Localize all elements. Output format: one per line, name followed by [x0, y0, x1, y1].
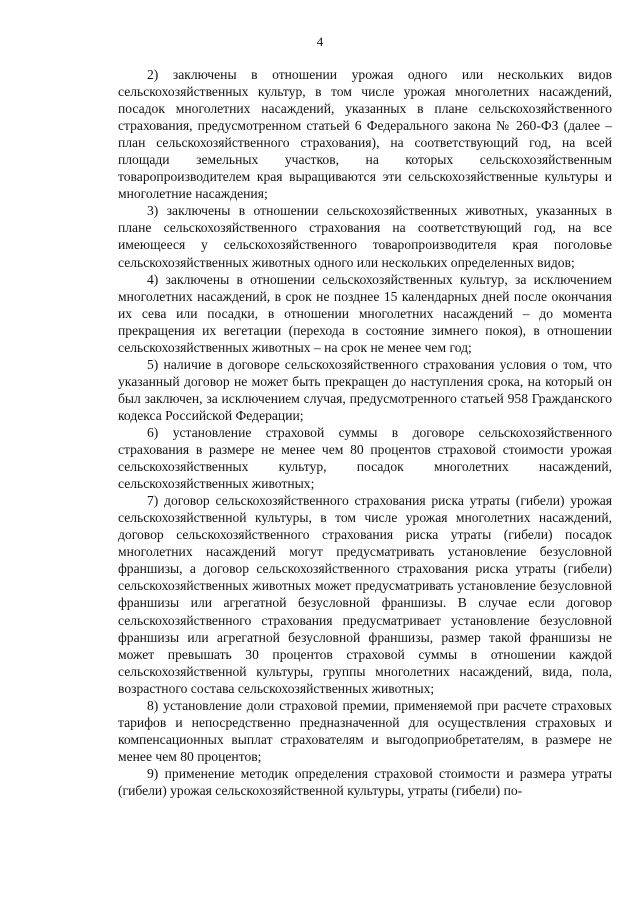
paragraph-item-5: 5) наличие в договоре сельскохозяйственного страхования условия о том, что указанный договор не может быть прекращен до наступления срока, на который он был заключен, за исключением случая, предусмотренного статьей 958 Гражданского кодекса Российской Федерации;: [118, 356, 612, 423]
paragraph-item-2: 2) заключены в отношении урожая одного или нескольких видов сельскохозяйственных культур, в том числе урожая многолетних насаждений, посадок многолетних насаждений, указанных в плане сельскохозяйственного страхования, предусмотренном статьей 6 Федерального закона № 260-ФЗ (далее – план сельскохозяйственного страхования), на соответствующий год, на всей площади земельных участков, на которых сельскохозяйственным товаропроизводителем края выращиваются эти сельскохозяйственные культуры и многолетние насаждения;: [118, 67, 612, 202]
paragraph-item-3: 3) заключены в отношении сельскохозяйственных животных, указанных в плане сельскохозяйственного страхования на соответствующий год, на все имеющееся у сельскохозяйственного товаропроизводителя края поголовье сельскохозяйственных животных одного или нескольких определенных видов;: [118, 203, 612, 270]
paragraph-item-6: 6) установление страховой суммы в договоре сельскохозяйственного страхования в размере не менее чем 80 процентов страховой стоимости урожая сельскохозяйственных культур, посадок многолетних насаждений, сельскохозяйственных животных;: [118, 424, 612, 492]
paragraph-item-9: 9) применение методик определения страховой стоимости и размера утраты (гибели) урожая сельскохозяйственной культуры, утраты (гибели) по-: [118, 765, 612, 798]
paragraph-item-7: 7) договор сельскохозяйственного страхования риска утраты (гибели) урожая сельскохозяйственной культуры, в том числе урожая многолетних насаждений, договор сельскохозяйственного страхования риска утраты (гибели) посадок многолетних насаждений могут предусматривать установление безусловной франшизы, а договор сельскохозяйственного страхования риска утраты (гибели) сельскохозяйственных животных может предусматривать установление безусловной франшизы или агрегатной безусловной франшизы. В случае если договор сельскохозяйственного страхования предусматривает установление безусловной франшизы или агрегатной безусловной франшизы, размер такой франшизы не может превышать 30 процентов страховой суммы в отношении каждой сельскохозяйственной культуры, группы многолетних насаждений, вида, пола, возрастного состава сельскохозяйственных животных;: [118, 493, 612, 696]
document-body: [118, 66, 612, 799]
paragraph-item-4: 4) заключены в отношении сельскохозяйственных культур, за исключением многолетних насаждений, в срок не позднее 15 календарных дней после окончания их сева или посадки, в отношении многолетних насаждений – до момента прекращения их вегетации (перехода в состояние зимнего покоя), в отношении сельскохозяйственных животных – на срок не менее чем год;: [118, 271, 612, 355]
page-number: 4: [316, 34, 324, 49]
paragraph-item-8: 8) установление доли страховой премии, применяемой при расчете страховых тарифов и непосредственно предназначенной для осуществления страховых и компенсационных выплат страхователям и выгодоприобретателям, в размере не менее чем 80 процентов;: [118, 697, 612, 764]
